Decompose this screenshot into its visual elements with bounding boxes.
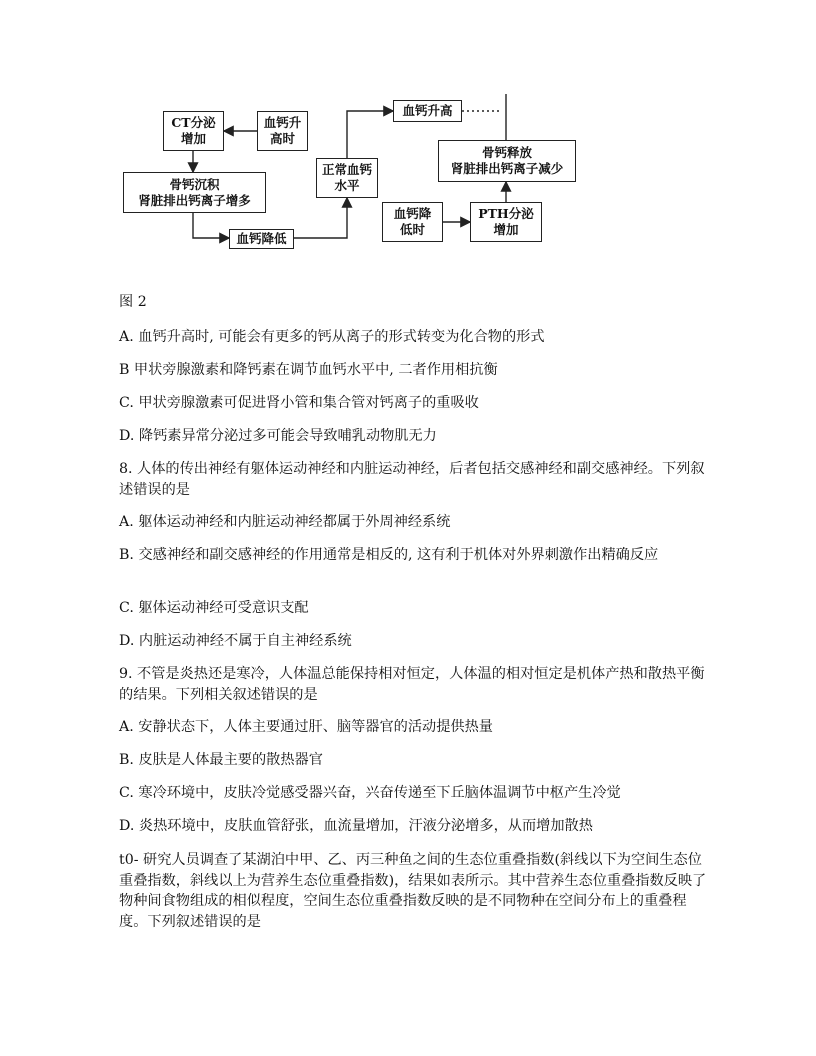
q8-option-c: C. 躯体运动神经可受意识支配 <box>119 600 309 616</box>
bone-release-box: 骨钙释放 肾脏排出钙离子减少 <box>438 140 576 182</box>
blood-calcium-rise-box: 血钙升高 <box>393 100 462 122</box>
blood-calcium-high-box: 血钙升 高时 <box>257 111 308 151</box>
q8-option-d: D. 内脏运动神经不属于自主神经系统 <box>119 633 352 649</box>
q7-option-b: B 甲状旁腺激素和降钙素在调节血钙水平中, 二者作用相抗衡 <box>119 362 498 378</box>
normal-calcium-box: 正常血钙 水平 <box>316 158 378 198</box>
bone-deposit-box: 骨钙沉积 肾脏排出钙离子增多 <box>123 172 266 213</box>
q9-option-b: B. 皮肤是人体最主要的散热器官 <box>119 752 323 768</box>
q9-option-a: A. 安静状态下，人体主要通过肝、脑等器官的活动提供热量 <box>119 719 493 735</box>
q7-option-d: D. 降钙素异常分泌过多可能会导致哺乳动物肌无力 <box>119 428 437 444</box>
q8-option-a: A. 躯体运动神经和内脏运动神经都属于外周神经系统 <box>119 514 451 530</box>
blood-calcium-drop-box: 血钙降低 <box>229 229 294 249</box>
blood-calcium-low-box: 血钙降 低时 <box>382 202 443 242</box>
arrow-drop-to-normal <box>294 198 347 238</box>
ct-increase-box: CT分泌 增加 <box>163 111 224 151</box>
arrow-normal-to-rise <box>347 111 393 158</box>
q8-stem: 8. 人体的传出神经有躯体运动神经和内脏运动神经，后者包括交感神经和副交感神经。下列叙述错误的是 <box>119 461 705 498</box>
pth-increase-box: PTH分泌 增加 <box>470 202 542 242</box>
calcium-regulation-diagram <box>0 0 816 300</box>
arrow-deposit-to-drop <box>193 213 229 238</box>
q10-stem: t0- 研究人员调查了某湖泊中甲、乙、丙三种鱼之间的生态位重叠指数(斜线以下为空间生态位重叠指数，斜线以上为营养生态位重叠指数)，结果如表所示。其中营养生态位重叠指数反映了物种间食物组成的相似程度，空间生态位重叠指数反映的是不同物种在空间分布上的重叠程度。下列叙述错误的是 <box>119 852 707 930</box>
q9-option-d: D. 炎热环境中，皮肤血管舒张，血流量增加，汗液分泌增多，从而增加散热 <box>119 818 593 834</box>
q9-stem: 9. 不管是炎热还是寒冷，人体温总能保持相对恒定，人体温的相对恒定是机体产热和散热平衡的结果。下列相关叙述错误的是 <box>119 666 705 703</box>
q7-option-c: C. 甲状旁腺激素可促进肾小管和集合管对钙离子的重吸收 <box>119 395 479 411</box>
figure-caption: 图 2 <box>119 294 147 310</box>
q7-option-a: A. 血钙升高时, 可能会有更多的钙从离子的形式转变为化合物的形式 <box>119 329 545 345</box>
q8-option-b: B. 交感神经和副交感神经的作用通常是相反的, 这有利于机体对外界刺激作出精确反应 <box>119 547 659 563</box>
q9-option-c: C. 寒冷环境中，皮肤冷觉感受器兴奋，兴奋传递至下丘脑体温调节中枢产生冷觉 <box>119 785 621 801</box>
